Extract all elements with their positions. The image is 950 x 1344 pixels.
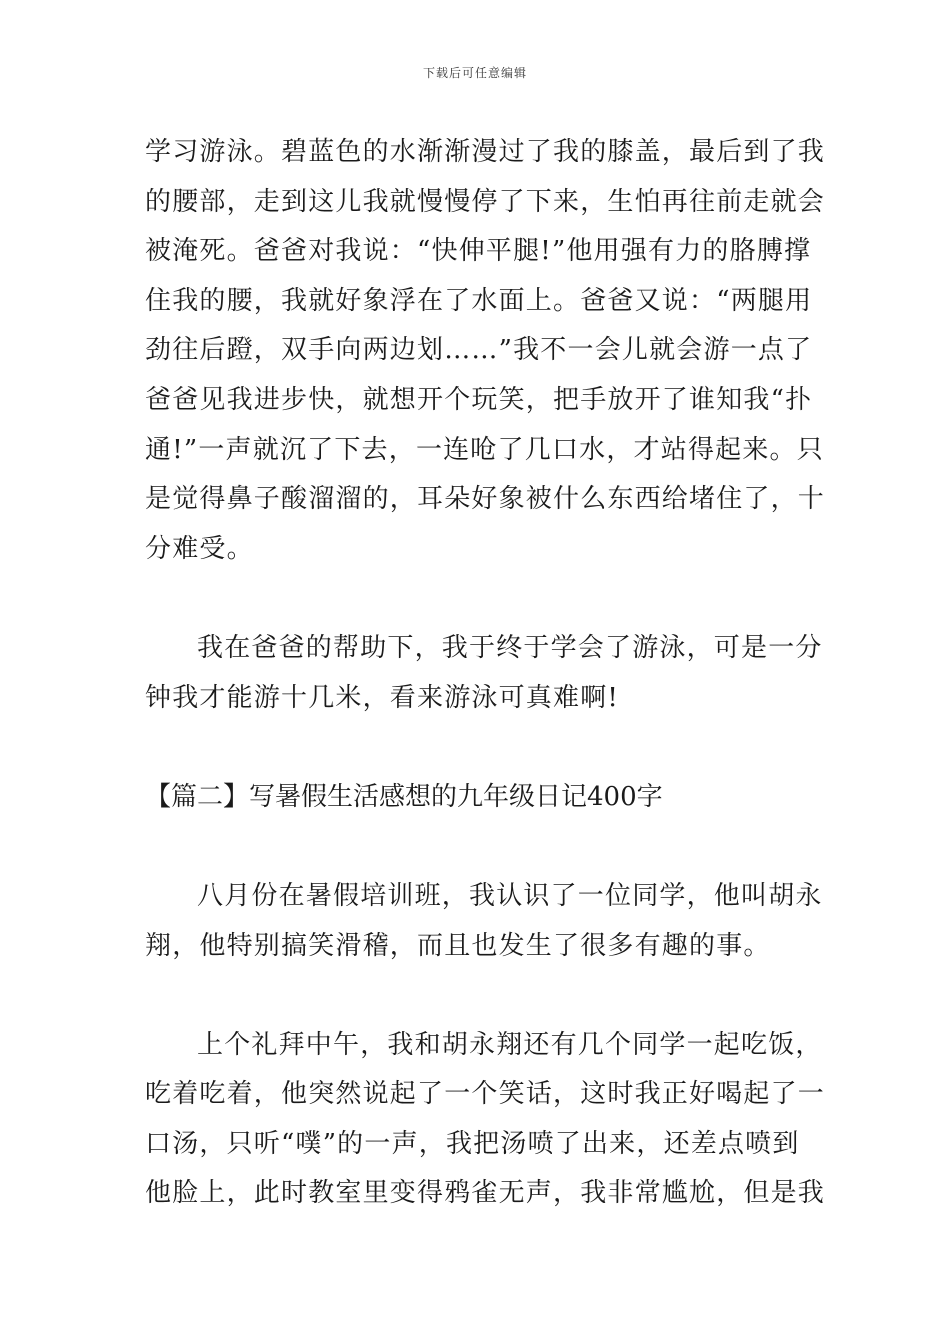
text-line: 我在爸爸的帮助下，我于终于学会了游泳，可是一分	[197, 632, 823, 663]
section-heading: 【篇二】写暑假生活感想的九年级日记400字	[145, 781, 663, 812]
text-line: 钟我才能游十几米，看来游泳可真难啊!	[145, 682, 620, 713]
text-line: 的腰部，走到这儿我就慢慢停了下来，生怕再往前走就会	[145, 186, 826, 217]
paragraph-learned-swimming	[145, 624, 823, 723]
text-line: 劲往后蹬，双手向两边划……”我不一会儿就会游一点了	[145, 335, 813, 366]
text-line: 八月份在暑假培训班，我认识了一位同学，他叫胡永	[197, 880, 823, 911]
text-line: 吃着吃着，他突然说起了一个笑话，这时我正好喝起了一	[145, 1079, 826, 1110]
text-line: 翔，他特别搞笑滑稽，而且也发生了很多有趣的事。	[145, 930, 771, 961]
text-line: 学习游泳。碧蓝色的水渐渐漫过了我的膝盖，最后到了我	[145, 137, 826, 167]
page-header: 下载后可任意编辑	[422, 66, 527, 80]
text-line: 住我的腰，我就好象浮在了水面上。爸爸又说：“两腿用	[145, 285, 813, 316]
paragraph-spacer	[145, 723, 809, 773]
text-line: 被淹死。爸爸对我说：“快伸平腿!”他用强有力的胳膊撑	[145, 236, 812, 267]
paragraph-spacer	[145, 822, 809, 872]
text-line: 通!”一声就沉了下去，一连呛了几口水，才站得起来。只	[145, 434, 824, 465]
paragraph-spacer	[145, 574, 809, 624]
paragraph-lunch-story	[145, 1021, 826, 1219]
paragraph-swimming	[145, 128, 826, 574]
document-body	[145, 128, 826, 1219]
text-line: 分难受。	[145, 533, 254, 564]
paragraph-classmate-intro	[145, 872, 823, 971]
text-line: 爸爸见我进步快，就想开个玩笑，把手放开了谁知我“扑	[145, 384, 813, 415]
text-line: 是觉得鼻子酸溜溜的，耳朵好象被什么东西给堵住了，十	[145, 484, 826, 515]
text-line: 口汤，只听“噗”的一声，我把汤喷了出来，还差点喷到	[145, 1128, 800, 1159]
text-line: 上个礼拜中午，我和胡永翔还有几个同学一起吃饭，	[197, 1029, 823, 1060]
text-line: 他脸上，此时教室里变得鸦雀无声，我非常尴尬，但是我	[145, 1178, 826, 1209]
paragraph-spacer	[145, 971, 809, 1021]
